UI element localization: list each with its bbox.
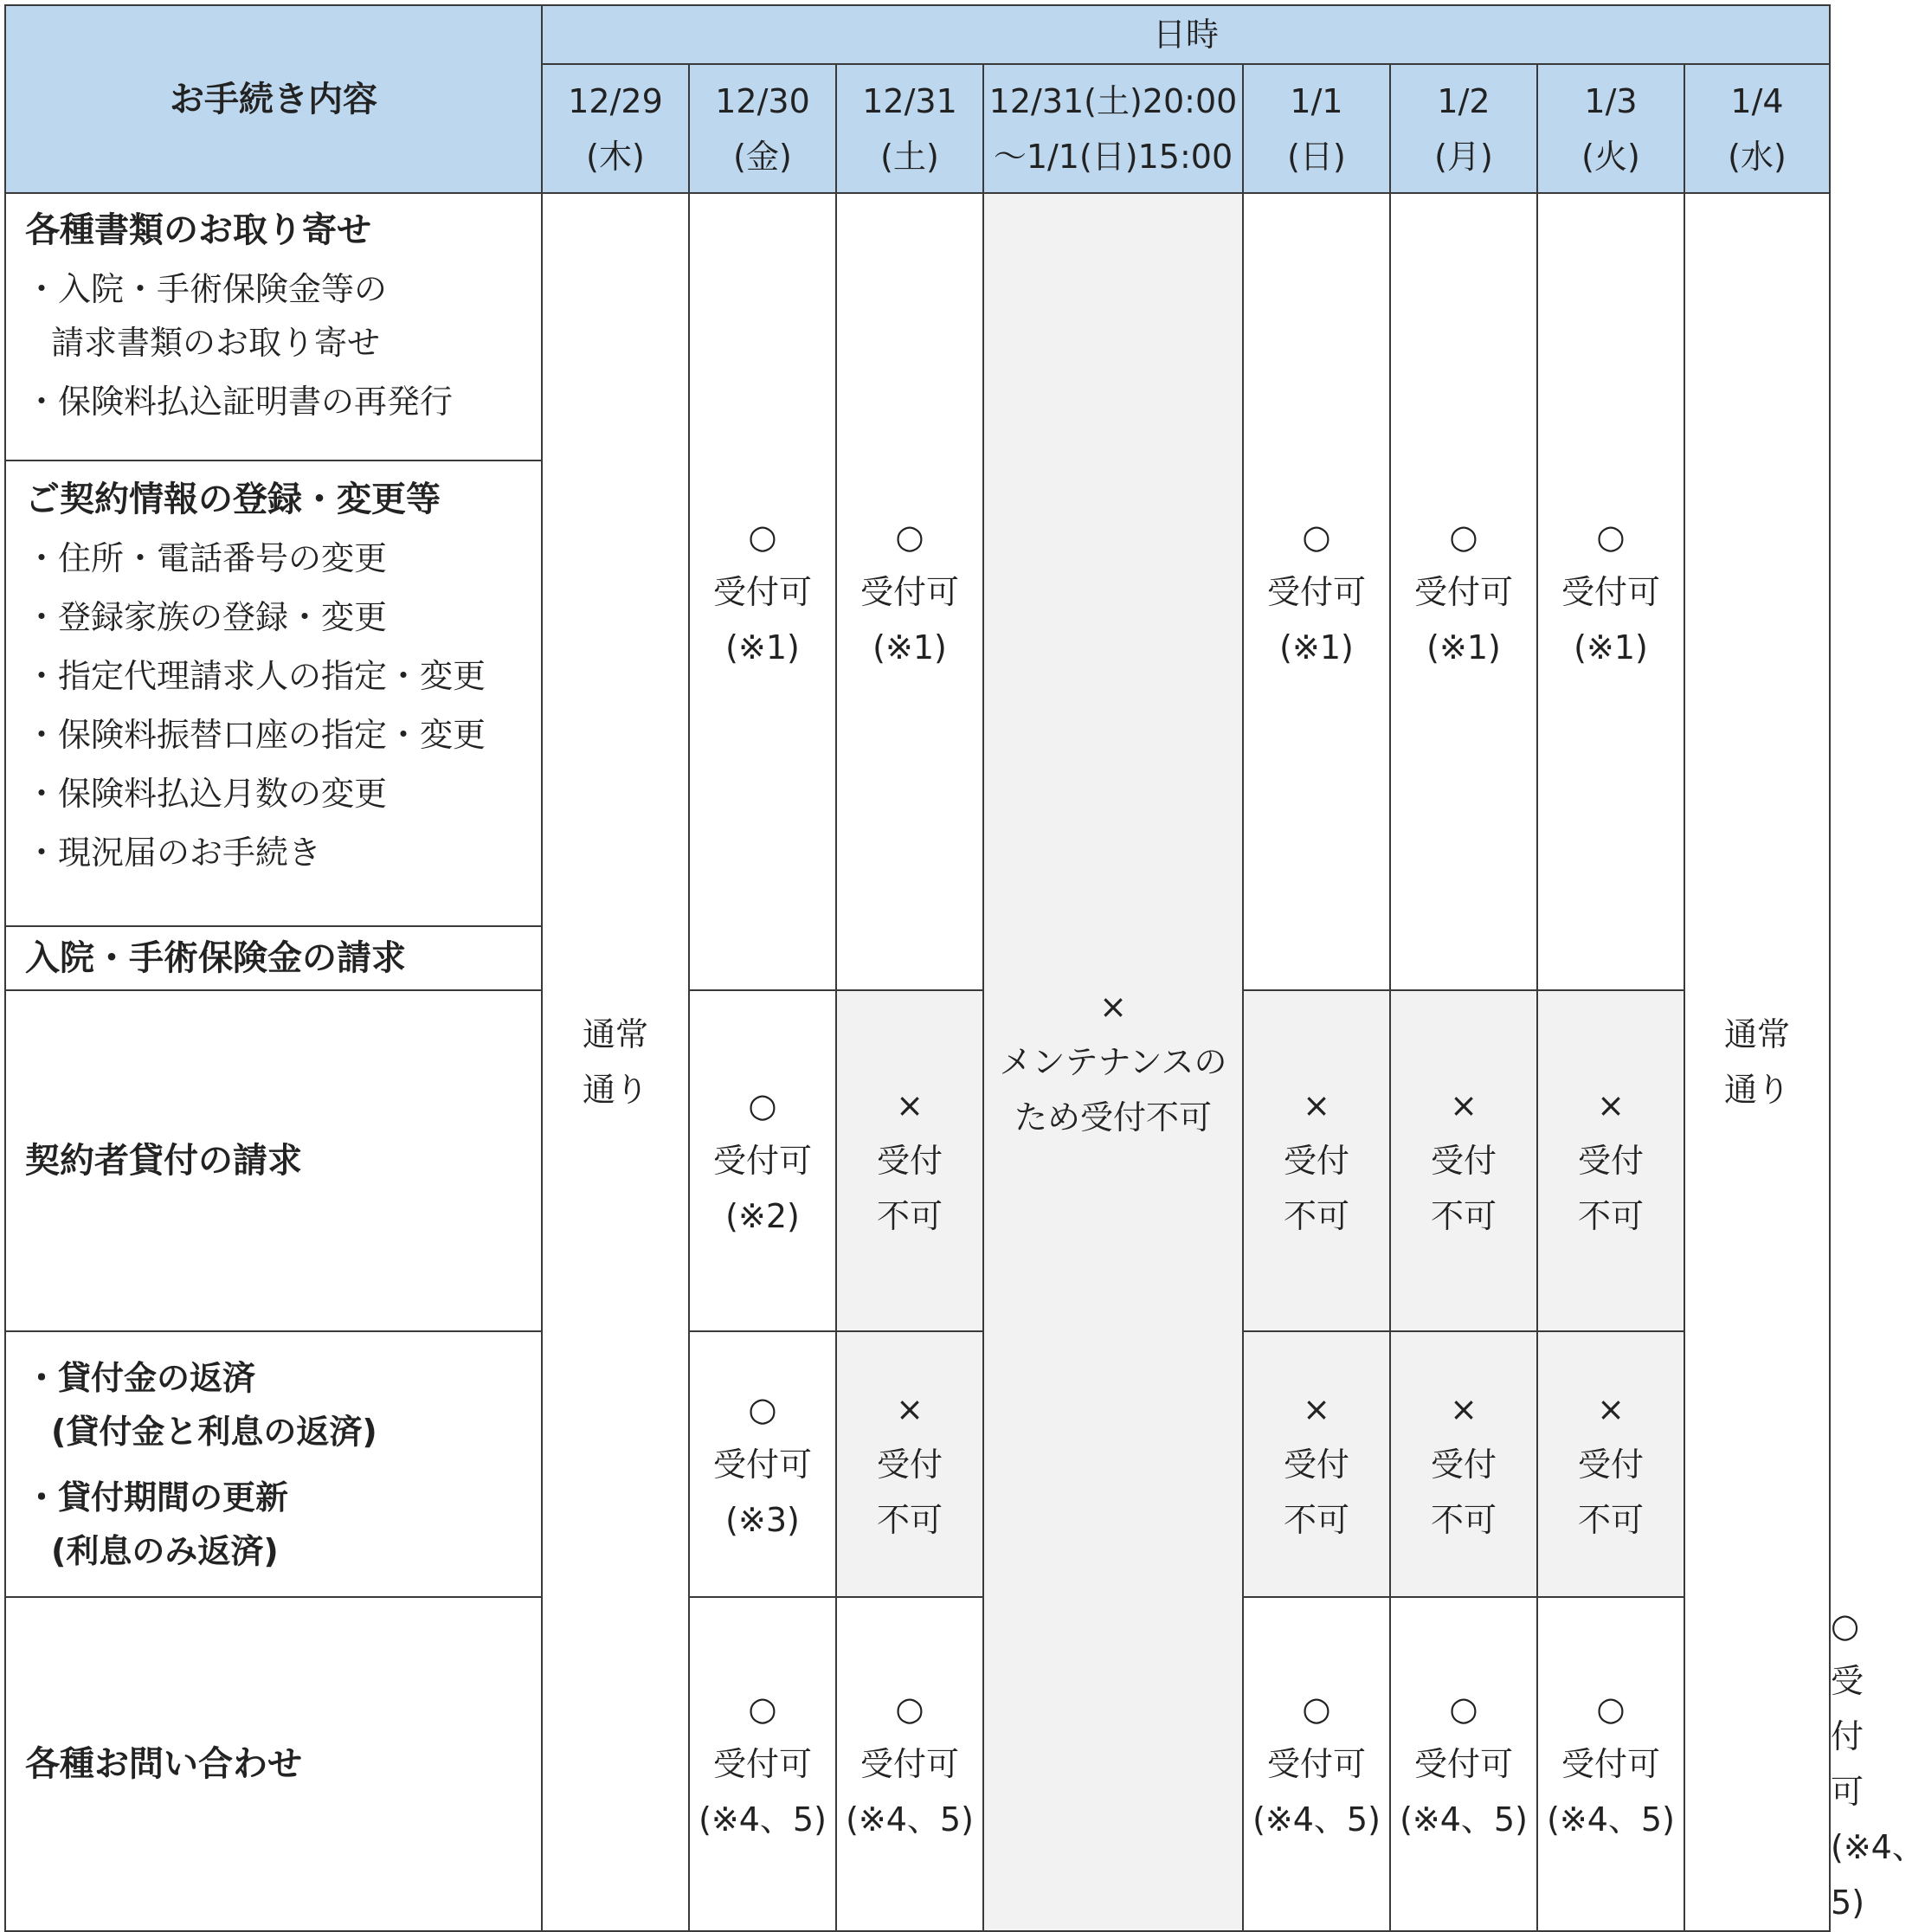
- date-header: 1/4 (水): [1684, 64, 1830, 193]
- cell-ok: ○ 受付可 (※4、5): [1537, 1597, 1684, 1931]
- row-documents: 各種書類のお取り寄せ ・入院・手術保険金等の 請求書類のお取り寄せ ・保険料払込証明書の再発行: [5, 193, 542, 460]
- cell-ok: ○ 受付可 (※1): [1390, 193, 1537, 990]
- row-inquiry: [5, 1597, 542, 1931]
- row-title: ご契約情報の登録・変更等: [25, 480, 441, 519]
- cell-ng: × 受付 不可: [836, 990, 983, 1331]
- cell-ng: × 受付 不可: [1243, 990, 1390, 1331]
- cell-ok: ○ 受付可 (※4、5): [1243, 1597, 1390, 1931]
- cell-normal: 通常 通り: [1684, 193, 1830, 1931]
- date-header: 12/31 (土): [836, 64, 983, 193]
- cell-ng: × 受付 不可: [1390, 1331, 1537, 1597]
- cell-normal: 通常 通り: [542, 193, 689, 1931]
- datetime-header: [542, 5, 1830, 64]
- date-header: 12/30 (金): [689, 64, 836, 193]
- date-header-maintenance: 12/31(土)20:00 ～1/1(日)15:00: [983, 64, 1243, 193]
- procedure-header: [5, 5, 542, 193]
- datetime-header-label: 日時: [1153, 16, 1220, 54]
- date-header: 1/3 (火): [1537, 64, 1684, 193]
- row-title: 各種書類のお取り寄せ: [25, 210, 371, 250]
- row-loan-claim: [5, 990, 542, 1331]
- row-loan-repay: ・貸付金の返済 (貸付金と利息の返済) ・貸付期間の更新 (利息のみ返済): [5, 1331, 542, 1597]
- cell-ok: ○ 受付可 (※1): [1243, 193, 1390, 990]
- row-contract-info: ご契約情報の登録・変更等 ・住所・電話番号の変更 ・登録家族の登録・変更 ・指定代理請求人の指定・変更 ・保険料振替口座の指定・変更 ・保険料払込月数の変更 ・現況届のお手続き: [5, 460, 542, 926]
- cell-ng: × 受付 不可: [1537, 1331, 1684, 1597]
- procedure-header-label: お手続き内容: [170, 79, 377, 119]
- cell-ng: × 受付 不可: [1243, 1331, 1390, 1597]
- cell-ok: ○ 受付可 (※3): [689, 1331, 836, 1597]
- cell-ok: ○ 受付可 (※2): [689, 990, 836, 1331]
- cell-maintenance: × メンテナンスの ため受付不可: [983, 193, 1243, 1931]
- date-header: 1/1 (日): [1243, 64, 1390, 193]
- row-title: 契約者貸付の請求: [25, 1141, 302, 1181]
- cell-ok: ○ 受付可 (※4、5): [836, 1597, 983, 1931]
- cell-ok: ○ 受付可 (※1): [836, 193, 983, 990]
- row-title: 入院・手術保険金の請求: [25, 938, 406, 978]
- date-header: 1/2 (月): [1390, 64, 1537, 193]
- cell-ng: × 受付 不可: [1390, 990, 1537, 1331]
- cell-ok: ○ 受付可 (※1): [689, 193, 836, 990]
- cell-ng: × 受付 不可: [1537, 990, 1684, 1331]
- row-title: 各種お問い合わせ: [25, 1744, 302, 1784]
- cell-ok: ○ 受付可 (※4、5): [689, 1597, 836, 1931]
- date-header: 12/29 (木): [542, 64, 689, 193]
- cell-ng: × 受付 不可: [836, 1331, 983, 1597]
- cell-ok: ○ 受付可 (※1): [1537, 193, 1684, 990]
- cell-ok: ○ 受付可 (※4、5): [1390, 1597, 1537, 1931]
- schedule-table: お手続き内容 日時 12/29 (木) 12/30 (金) 12/31 (土) 12/31(土)20:00 ～1/1(日)15:00 1/1 (日) 1/2 (月) 1/3 (火) 1/4 (水) 各種書類のお取り寄せ ・入院・手術保険金等の 請求書類のお取り寄せ ・保険料払込証明書の再発行 通常 通り ○ 受付可 (※1) ○ 受付可 (※1) × メンテナンスの ため受付不可 ○ 受付可 (※1) ○ 受付可 (※1) ○ 受付可 (※1) 通常 通り ご契約情報の登録・変更等 ・住所・電話番号の変更 ・登録家族の登録・変更 ・指定代理請求人の指定・変更 ・保険料振替口座の指定・変更 ・保険料払込月数の変更 ・現況届のお手続き 入院・手術保険金の請求 契約者貸付の請求 ○ 受付可 (※2) × 受付 不可 × 受付 不可 × 受付 不可 × 受付 不可 ・貸付金の返済 (貸付金と利息の返済) ・貸付期間の更新 (利息のみ返済) ○ 受付可 (※3) × 受付 不可 × 受付 不可 × 受付 不可 × 受付 不可 各種お問い合わせ ○ 受付可 (※4、5) ○ 受付可 (※4、5) ○ 受付可 (※4、5) ○ 受付可 (※4、5) ○ 受付可 (※4、5) ○ 受付可 (※4、5): [4, 4, 1831, 1932]
- row-hospital-claim: [5, 926, 542, 990]
